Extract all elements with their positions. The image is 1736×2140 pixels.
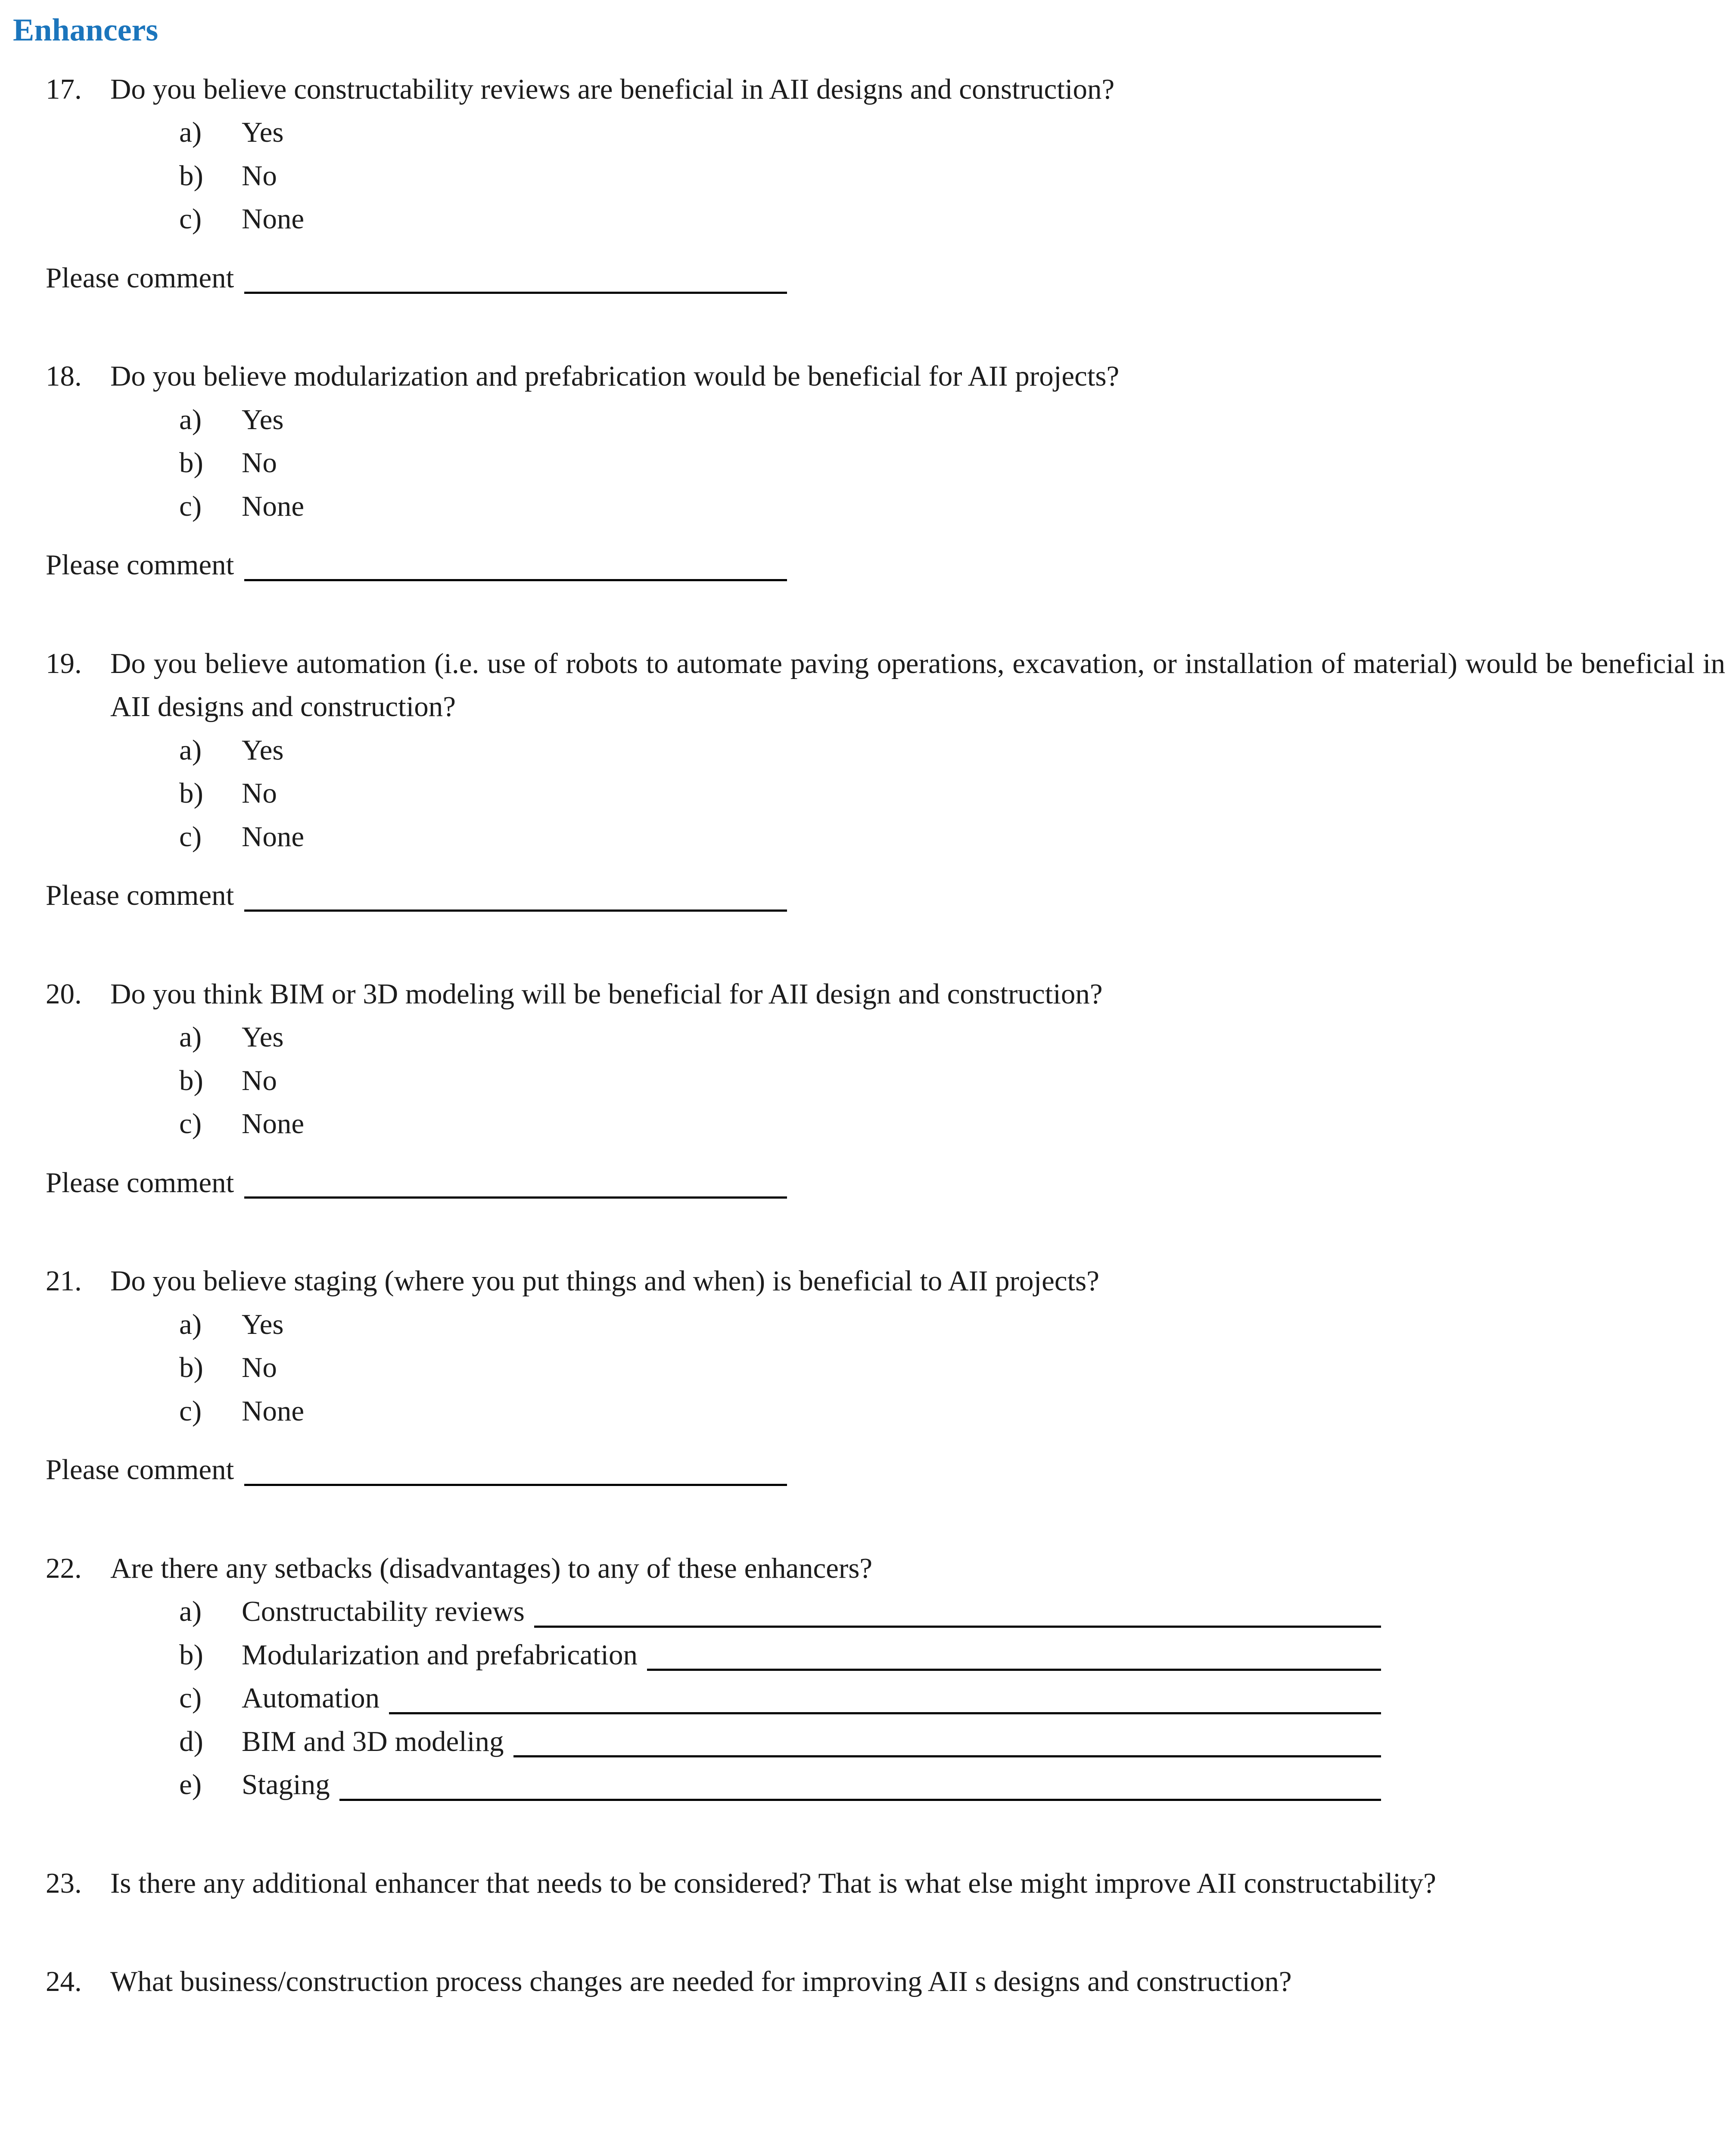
option-c (179, 197, 1725, 241)
option-letter: a) (179, 1021, 202, 1053)
option-a (179, 729, 1725, 772)
question-text: What business/construction process changes are needed for improving AII s designs and construction? (110, 1966, 1292, 1998)
option-c (179, 1102, 1725, 1146)
option-letter: c) (179, 820, 202, 853)
question-head (46, 1862, 1725, 1905)
option-label: Constructability reviews (242, 1595, 525, 1628)
comment-label: Please comment (46, 1166, 234, 1199)
option-letter: b) (179, 1638, 203, 1671)
question-24 (46, 1960, 1725, 2003)
question-22 (46, 1547, 1725, 1807)
comment-blank-line (244, 292, 787, 294)
option-label: None (242, 490, 305, 522)
option-letter: c) (179, 203, 202, 235)
comment-blank-line (244, 1484, 787, 1486)
option-b (179, 154, 1725, 198)
comment-row (46, 543, 1725, 587)
question-number: 21. (46, 1265, 82, 1297)
option-label: Yes (242, 1021, 284, 1053)
option-letter: b) (179, 777, 203, 810)
page-title: Enhancers (13, 12, 159, 48)
comment-label: Please comment (46, 262, 234, 294)
option-a (179, 1015, 1725, 1059)
option-label: None (242, 820, 305, 853)
option-letter: d) (179, 1725, 203, 1757)
option-c (179, 815, 1725, 859)
option-label: Modularization and prefabrication (242, 1638, 638, 1671)
answer-blank-line (513, 1755, 1381, 1757)
question-text: Are there any setbacks (disadvantages) to any of these enhancers? (110, 1552, 873, 1584)
question-text: Do you believe automation (i.e. use of robots to automate paving operations, excavation, or installation of material) would be beneficial in AII designs and construction? (110, 647, 1725, 723)
setback-option-e (179, 1763, 1381, 1807)
option-letter: a) (179, 734, 202, 766)
option-label: Yes (242, 116, 284, 149)
question-head (46, 355, 1725, 398)
option-label: No (242, 1064, 277, 1096)
option-label: No (242, 447, 277, 479)
option-letter: a) (179, 403, 202, 436)
question-head (46, 1960, 1725, 2003)
option-label: No (242, 777, 277, 810)
setback-option-d (179, 1720, 1381, 1763)
comment-row (46, 1161, 1725, 1205)
option-label: Yes (242, 403, 284, 436)
answer-blank-line (389, 1712, 1381, 1714)
question-number: 24. (46, 1966, 82, 1998)
question-21 (46, 1259, 1725, 1492)
question-number: 17. (46, 73, 82, 105)
question-number: 22. (46, 1552, 82, 1584)
option-b (179, 772, 1725, 815)
question-19 (46, 642, 1725, 917)
question-number: 18. (46, 360, 82, 392)
option-b (179, 1346, 1725, 1389)
option-letter: e) (179, 1769, 202, 1801)
option-letter: b) (179, 447, 203, 479)
question-number: 20. (46, 978, 82, 1010)
question-23 (46, 1862, 1725, 1905)
question-head (46, 68, 1725, 111)
option-a (179, 1303, 1725, 1346)
option-b (179, 441, 1725, 485)
answer-blank-line (339, 1799, 1381, 1801)
option-letter: a) (179, 1595, 202, 1628)
comment-label: Please comment (46, 549, 234, 581)
options-list (46, 1303, 1725, 1433)
comment-blank-line (244, 910, 787, 912)
option-letter: b) (179, 1064, 203, 1096)
option-label: Automation (242, 1682, 380, 1714)
comment-blank-line (244, 1196, 787, 1199)
option-letter: a) (179, 1308, 202, 1340)
question-text: Do you believe constructability reviews are beneficial in AII designs and construction? (110, 73, 1115, 105)
option-letter: c) (179, 1395, 202, 1427)
setback-option-a (179, 1590, 1381, 1633)
question-head (46, 1547, 1725, 1590)
question-text: Do you believe modularization and prefabrication would be beneficial for AII projects? (110, 360, 1120, 392)
question-text: Do you believe staging (where you put things and when) is beneficial to AII projects? (110, 1265, 1099, 1297)
option-label: Staging (242, 1769, 330, 1801)
option-label: None (242, 203, 305, 235)
comment-blank-line (244, 579, 787, 581)
answer-blank-line (647, 1669, 1381, 1671)
option-label: None (242, 1395, 305, 1427)
option-a (179, 398, 1725, 442)
question-number: 23. (46, 1867, 82, 1899)
option-letter: c) (179, 490, 202, 522)
option-label: No (242, 1352, 277, 1384)
comment-row (46, 874, 1725, 917)
comment-row (46, 1448, 1725, 1492)
question-head (46, 1259, 1725, 1303)
options-list (46, 729, 1725, 859)
option-label: BIM and 3D modeling (242, 1725, 504, 1757)
question-text: Do you think BIM or 3D modeling will be beneficial for AII design and construction? (110, 978, 1103, 1010)
option-letter: c) (179, 1108, 202, 1140)
setback-options-list (46, 1590, 1725, 1807)
setback-option-c (179, 1676, 1381, 1720)
comment-row (46, 256, 1725, 300)
question-head (46, 972, 1725, 1016)
question-head (46, 642, 1725, 729)
question-number: 19. (46, 647, 82, 679)
option-a (179, 111, 1725, 154)
option-c (179, 485, 1725, 528)
option-letter: b) (179, 159, 203, 192)
option-letter: b) (179, 1352, 203, 1384)
option-letter: c) (179, 1682, 202, 1714)
comment-label: Please comment (46, 879, 234, 912)
options-list (46, 398, 1725, 528)
option-letter: a) (179, 116, 202, 149)
comment-label: Please comment (46, 1454, 234, 1486)
option-label: No (242, 159, 277, 192)
option-b (179, 1059, 1725, 1103)
option-label: None (242, 1108, 305, 1140)
options-list (46, 1015, 1725, 1146)
setback-option-b (179, 1633, 1381, 1677)
question-text: Is there any additional enhancer that needs to be considered? That is what else might improve AII constructability? (110, 1867, 1436, 1899)
answer-blank-line (534, 1626, 1381, 1628)
option-c (179, 1389, 1725, 1433)
option-label: Yes (242, 1308, 284, 1340)
question-18 (46, 355, 1725, 587)
question-20 (46, 972, 1725, 1205)
options-list (46, 111, 1725, 241)
option-label: Yes (242, 734, 284, 766)
question-17 (46, 68, 1725, 300)
